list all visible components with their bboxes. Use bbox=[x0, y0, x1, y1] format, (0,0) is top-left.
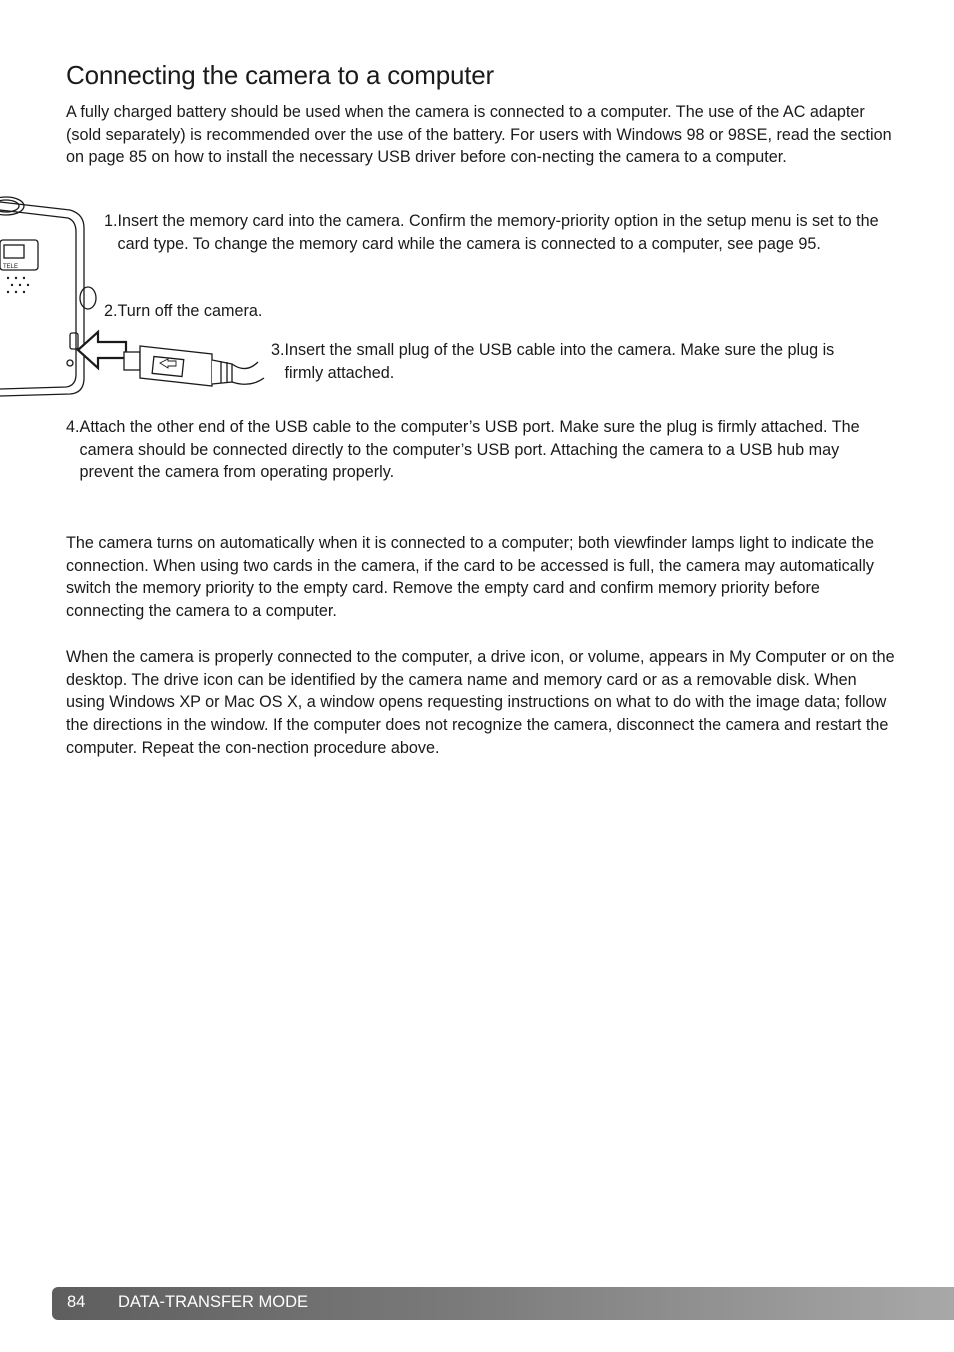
insert-arrow-icon bbox=[78, 332, 126, 368]
step-number: 1. bbox=[104, 212, 118, 230]
footer-bar bbox=[52, 1287, 954, 1320]
camera-body bbox=[0, 202, 84, 396]
camera-side-dial bbox=[80, 287, 96, 309]
page-title: Connecting the camera to a computer bbox=[66, 60, 495, 90]
step-2 bbox=[104, 300, 894, 323]
connection-paragraph: The camera turns on automatically when it is connected to a computer; both viewfinder lamps light to indicate the connection. When using two cards in the camera, if the card to be accessed is full, the camera may automatically switch the memory priority to the empty card. Remove the empty card and confirm memory priority before connecting the camera to a computer. bbox=[66, 534, 874, 621]
step-3 bbox=[271, 339, 871, 384]
step-text: Insert the small plug of the USB cable into the camera. Make sure the plug is firmly attached. bbox=[284, 341, 835, 382]
drive-icon-paragraph: When the camera is properly connected to the computer, a drive icon, or volume, appears in My Computer or on the desktop. The drive icon can be identified by the camera name and memory card or as a removable disk. When using Windows XP or Mac OS X, a window opens requesting instructions on what to do with the image data; follow the directions in the window. If the computer does not recognize the camera, disconnect the camera and restart the computer. Repeat the con-nection procedure above. bbox=[66, 648, 895, 757]
step-text: Turn off the camera. bbox=[117, 302, 263, 320]
step-text: Attach the other end of the USB cable to the computer’s USB port. Make sure the plug is firmly attached. The camera should be connected directly to the computer’s USB port. Attaching the camera to a USB hub may prevent the camera from operating properly. bbox=[79, 418, 860, 482]
step-4 bbox=[66, 416, 876, 484]
step-text: Insert the memory card into the camera. Confirm the memory-priority option in the setup menu is set to the card type. To change the memory card while the camera is connected to a computer, see page 95. bbox=[117, 212, 879, 253]
usb-plug-icon bbox=[124, 346, 264, 386]
step-1 bbox=[104, 210, 894, 255]
camera-usb-port bbox=[70, 333, 78, 349]
section-name: DATA-TRANSFER MODE bbox=[118, 1293, 309, 1311]
step-number: 3. bbox=[271, 341, 285, 359]
page-number: 84 bbox=[67, 1293, 86, 1311]
camera-label: TELE bbox=[3, 264, 19, 270]
step-number: 2. bbox=[104, 302, 118, 320]
step-number: 4. bbox=[66, 418, 80, 436]
intro-paragraph: A fully charged battery should be used when the camera is connected to a computer. The use of the AC adapter (sold separately) is recommended over the use of the battery. For users with Windows 98 or 98SE, read the section on page 85 on how to install the necessary USB driver before con-necting the camera to a computer. bbox=[66, 103, 892, 167]
